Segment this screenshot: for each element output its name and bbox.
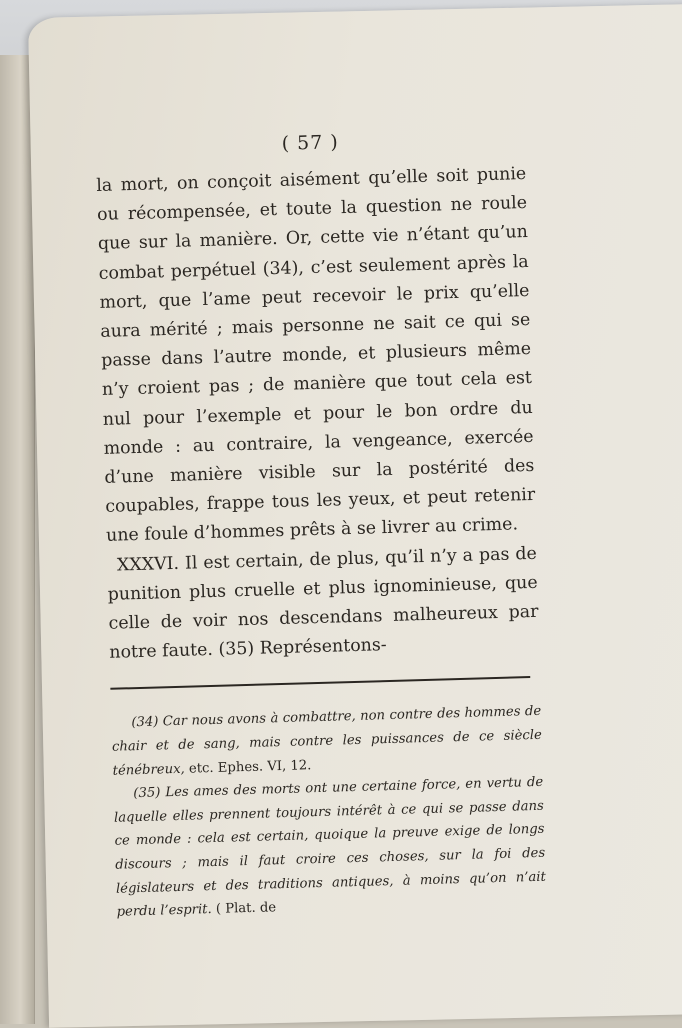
footnote-35 <box>113 771 547 925</box>
footnote-rule <box>110 677 530 691</box>
paragraph-1: la mort, on conçoit aisément qu’elle soit punie ou récompensée, et toute la question ne roule que sur la manière. Or, cette vie n’étant qu’un combat perpétuel (34), c’est seulement après la mort, que l’ame peut recevoir le prix qu’elle aura mérité ; mais personne ne sait ce qui se passe dans l’autre monde, et plusieurs même n’y croient pas ; de manière que tout cela est nul pour l’exemple et pour le bon ordre du monde : au contraire, la vengeance, exercée d’une manière visible sur la postérité des coupables, frappe tous les yeux, et peut retenir une foule d’hommes prêts à se livrer au crime. <box>96 163 536 547</box>
page-content <box>95 126 547 924</box>
footnote-35-ref: ( Plat. de <box>211 900 277 918</box>
footnote-34 <box>111 700 543 783</box>
body-text <box>96 160 540 668</box>
footnote-34-ref: etc. Ephes. VI, 12. <box>184 757 312 777</box>
footnote-35-text: (35) Les ames des morts ont une certaine force, en vertu de laquelle elles prennent toujours intérêt à ce qui se passe dans ce monde : cela est certain, quoique la preuve exige de longs discours ; mais il faut croire ces choses, sur la foi des législateurs et des traditions antiques, à moins qu’on n’ait perdu l’esprit. <box>113 774 547 920</box>
footnotes <box>111 700 547 924</box>
facing-page-edge <box>0 55 35 1024</box>
footnote-34-text: (34) Car nous avons à combattre, non contre des hommes de chair et de sang, mais contre les puissances de ce siècle ténébreux, <box>111 704 543 779</box>
paragraph-2: XXXVI. Il est certain, de plus, qu’il n’y a pas de punition plus cruelle et plus ignominieuse, que celle de voir nos descendans malheureux par notre faute. (35) Représentons- <box>107 543 539 664</box>
page-number: ( 57 ) <box>281 131 340 155</box>
